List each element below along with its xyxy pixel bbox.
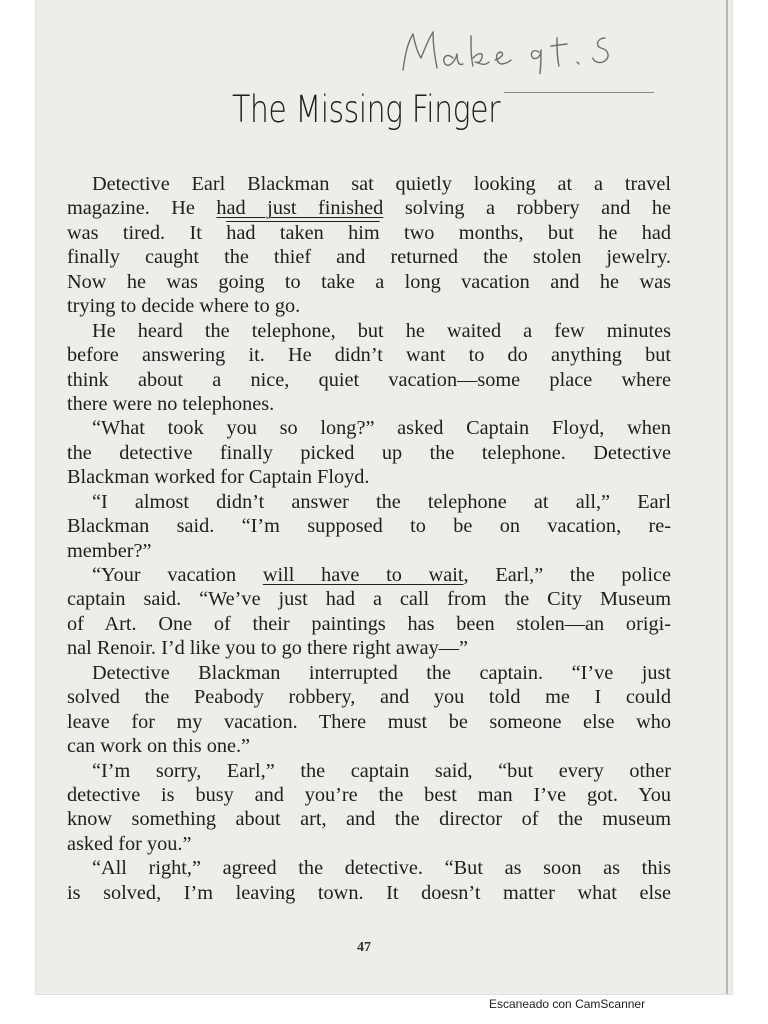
text-line [67,392,671,416]
text-line [67,368,671,392]
body-text [67,172,671,905]
text-line [67,807,671,831]
text-segment: captain said. “We’ve just had a call from the City Museum [67,588,671,611]
text-line [67,636,671,660]
underlined-phrase: will have to wait [262,564,464,586]
text-segment: solving a robbery and he [383,197,672,220]
text-line [67,514,671,538]
text-line [67,881,671,905]
text-segment: was tired. It [67,221,227,244]
text-segment: leave for my vacation. There must be someone else who [67,710,671,733]
text-segment: “What took you so long?” asked Captain Floyd, when [92,417,671,440]
text-line [67,270,671,294]
text-line [67,465,671,489]
text-segment: Now he was going to take a long vacation and he was [67,270,671,293]
text-segment: before answering it. He didn’t want to do anything but [67,344,671,367]
text-segment: “Your vacation [92,564,263,586]
page-edge-line [726,0,728,994]
text-line [67,441,671,465]
text-segment: , Earl,” the police [463,564,671,586]
text-line [67,587,671,611]
text-segment: magazine. He [67,197,217,220]
text-segment: detective is busy and you’re the best man I’ve got. You [67,783,671,806]
text-segment: “I almost didn’t answer the telephone at all,” Earl [92,490,671,513]
text-line [67,856,671,880]
text-line [67,221,671,245]
text-line [67,416,671,440]
text-segment: solved the Peabody robbery, and you told me I could [67,686,671,709]
text-line [67,172,671,196]
text-segment: think about a nice, quiet vacation—some place where [67,368,671,391]
text-segment: Detective Earl Blackman sat quietly looking at a travel [92,173,671,195]
text-line [67,319,671,343]
marked-phrase: had taken him [226,221,380,244]
text-segment: of Art. One of their paintings has been stolen—an origi- [67,612,671,635]
handwritten-note [391,22,631,74]
text-line [67,490,671,514]
text-line [67,783,671,807]
text-line [67,245,671,269]
scanner-watermark: Escaneado con CamScanner [489,997,646,1011]
text-segment: is solved, I’m leaving town. It doesn’t matter what else [67,881,671,904]
page-title: The Missing Finger [232,88,500,132]
text-line [67,294,671,318]
text-segment: the detective finally picked up the telephone. Detective [67,441,671,464]
text-segment: Detective Blackman interrupted the captain. “I’ve just [92,661,671,684]
text-line [67,539,671,563]
text-line [67,832,671,856]
underlined-phrase: had just finished [216,197,384,220]
text-line [67,563,671,587]
text-segment: can work on this one.” [67,735,251,758]
text-segment: member?” [67,539,152,562]
text-line [67,759,671,783]
text-line [67,710,671,734]
text-line [67,685,671,709]
text-segment: there were no telephones. [67,392,275,415]
text-line [67,661,671,685]
text-segment: He heard the telephone, but he waited a few minutes [92,319,671,342]
text-segment: Blackman said. “I’m supposed to be on vacation, re- [67,515,671,538]
text-line [67,343,671,367]
text-segment: “All right,” agreed the detective. “But as soon as this [92,857,671,880]
text-segment: finally caught the thief and returned the stolen jewelry. [67,246,671,269]
text-segment: Blackman worked for Captain Floyd. [67,466,370,489]
text-segment: know something about art, and the director of the museum [67,808,671,831]
text-line [67,734,671,758]
page-number: 47 [357,940,371,955]
text-segment: asked for you.” [67,832,192,855]
text-segment: “I’m sorry, Earl,” the captain said, “but every other [92,759,671,782]
text-line [67,612,671,636]
text-line [67,196,671,220]
text-segment: trying to decide where to go. [67,295,301,318]
text-segment: nal Renoir. I’d like you to go there right away—” [67,637,469,660]
top-rule [504,92,654,93]
text-segment: two months, but he had [379,221,671,244]
